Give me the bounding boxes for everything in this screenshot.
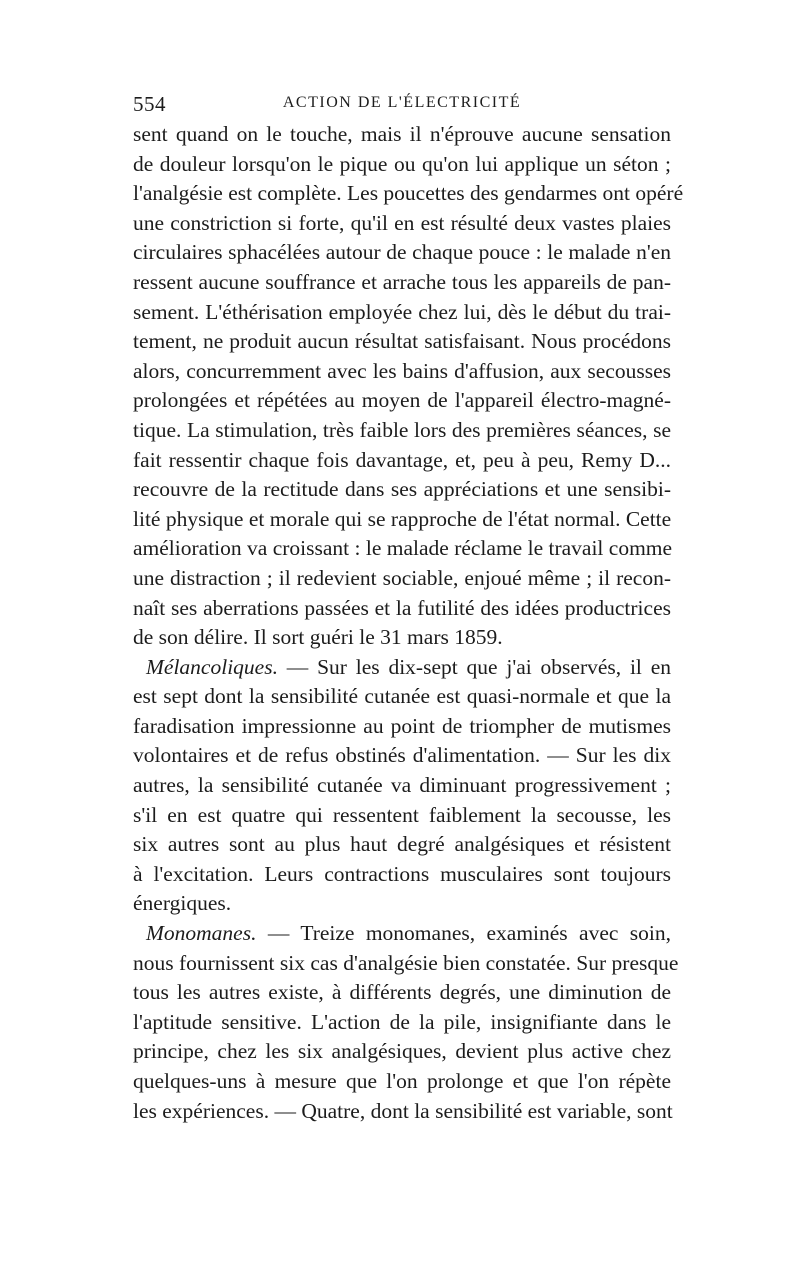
- text-line: ressent aucune souffrance et arrache tous les appareils de pan-: [133, 269, 671, 294]
- text-line: sement. L'éthérisation employée chez lui, dès le début du trai-: [133, 299, 671, 324]
- text-line: tement, ne produit aucun résultat satisfaisant. Nous procédons: [133, 329, 671, 354]
- running-head: [133, 88, 671, 122]
- text-line: tous les autres existe, à différents degrés, une diminution de: [133, 980, 671, 1005]
- text-line: de son délire. Il sort guéri le 31 mars 1859.: [133, 625, 503, 650]
- text-line: lité physique et morale qui se rapproche de l'état normal. Cette: [133, 506, 672, 531]
- text-line: naît ses aberrations passées et la futilité des idées productrices: [133, 595, 671, 620]
- text-line: volontaires et de refus obstinés d'alimentation. — Sur les dix: [133, 743, 671, 768]
- paragraph-first-line: [133, 653, 671, 683]
- text-line: de douleur lorsqu'on le pique ou qu'on lui applique un séton ;: [133, 151, 671, 176]
- section-lead: Mélancoliques.: [146, 654, 278, 679]
- text-line: amélioration va croissant : le malade réclame le travail comme: [133, 536, 673, 561]
- text-line: l'analgésie est complète. Les poucettes des gendarmes ont opéré: [133, 181, 684, 206]
- text-line: une distraction ; il redevient sociable, enjoué même ; il recon-: [133, 565, 671, 590]
- running-title: ACTION DE L'ÉLECTRICITÉ: [282, 94, 522, 111]
- text-line: à l'excitation. Leurs contractions musculaires sont toujours: [133, 861, 671, 886]
- text-line: faradisation impressionne au point de triompher de mutismes: [133, 713, 671, 738]
- text-line: une constriction si forte, qu'il en est résulté deux vastes plaies: [133, 210, 671, 235]
- body-text: [133, 120, 684, 1126]
- text-line: prolongées et répétées au moyen de l'appareil électro-magné-: [133, 388, 671, 413]
- text-line: les expériences. — Quatre, dont la sensibilité est variable, sont: [133, 1098, 673, 1123]
- text-line: tique. La stimulation, très faible lors des premières séances, se: [133, 417, 671, 442]
- text-line: l'aptitude sensitive. L'action de la pile, insignifiante dans le: [133, 1009, 671, 1034]
- text-line: s'il en est quatre qui ressentent faiblement la secousse, les: [133, 802, 671, 827]
- text-line: autres, la sensibilité cutanée va diminuant progressivement ;: [133, 773, 671, 798]
- paragraph-first-line: [133, 919, 671, 949]
- section-lead: Monomanes.: [146, 921, 257, 946]
- text-line: alors, concurremment avec les bains d'affusion, aux secousses: [133, 358, 671, 383]
- text-line: est sept dont la sensibilité cutanée est quasi-normale et que la: [133, 684, 671, 709]
- text-run: — Sur les dix-sept que j'ai observés, il en: [277, 654, 671, 679]
- text-line: quelques-uns à mesure que l'on prolonge et que l'on répète: [133, 1069, 671, 1093]
- text-line: fait ressentir chaque fois davantage, et, peu à peu, Remy D...: [133, 447, 671, 472]
- text-line: énergiques.: [133, 891, 232, 916]
- text-line: nous fournissent six cas d'analgésie bien constatée. Sur presque: [133, 950, 679, 975]
- page-number: 554: [133, 92, 166, 116]
- text-run: — Treize monomanes, examinés avec soin,: [256, 921, 671, 946]
- text-line: principe, chez les six analgésiques, devient plus active chez: [133, 1039, 671, 1064]
- text-line: circulaires sphacélées autour de chaque pouce : le malade n'en: [133, 240, 671, 265]
- text-line: recouvre de la rectitude dans ses appréciations et une sensibi-: [133, 477, 671, 502]
- text-line: sent quand on le touche, mais il n'éprouve aucune sensation: [133, 122, 671, 146]
- text-line: six autres sont au plus haut degré analgésiques et résistent: [133, 832, 671, 857]
